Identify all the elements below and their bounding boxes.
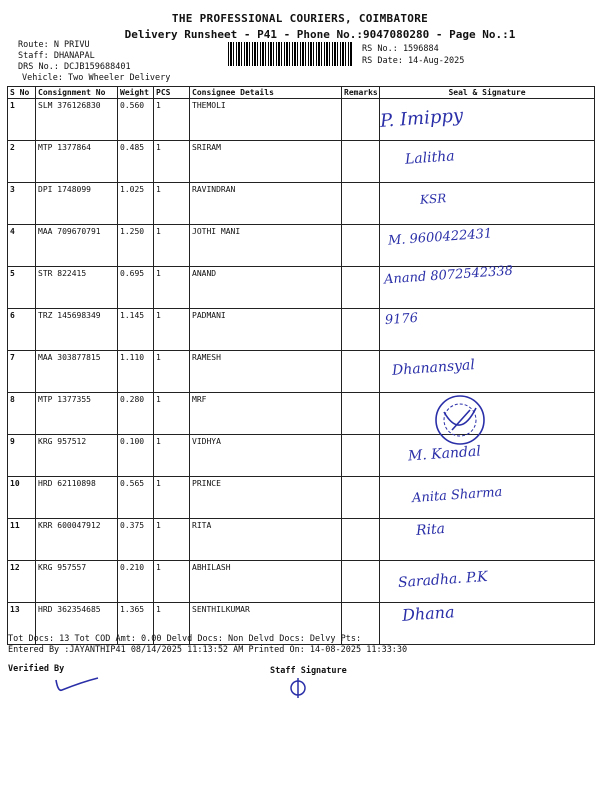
row-consignment-no: HRD 362354685 [36, 603, 118, 645]
table-row [8, 309, 595, 351]
row-sno: 3 [8, 183, 36, 225]
row-pcs: 1 [154, 477, 190, 519]
table-row [8, 225, 595, 267]
row-remarks [342, 393, 380, 435]
row-weight: 0.695 [118, 267, 154, 309]
row-sno: 8 [8, 393, 36, 435]
row-consignment-no: KRG 957512 [36, 435, 118, 477]
drs-no: DRS No.: DCJB159688401 [18, 62, 131, 72]
table-header-row [8, 87, 595, 99]
verified-by-label: Verified By [8, 664, 65, 674]
row-consignment-no: STR 822415 [36, 267, 118, 309]
row-consignment-no: MAA 303877815 [36, 351, 118, 393]
handwritten-signature: Lalitha [404, 148, 456, 168]
handwritten-signature: M. Kandal [407, 443, 482, 465]
row-signature-cell [380, 519, 595, 561]
row-consignee: PRINCE [190, 477, 342, 519]
handwritten-signature: 9176 [384, 310, 419, 329]
staff-signature-mark [288, 676, 312, 700]
row-remarks [342, 519, 380, 561]
handwritten-signature: Saradha. P.K [397, 568, 489, 592]
row-sno: 6 [8, 309, 36, 351]
row-consignee: ANAND [190, 267, 342, 309]
barcode [228, 42, 352, 66]
row-weight: 0.560 [118, 99, 154, 141]
route: Route: N PRIVU [18, 40, 90, 50]
row-consignment-no: KRG 957557 [36, 561, 118, 603]
row-consignment-no: SLM 376126830 [36, 99, 118, 141]
col-consignee: Consignee Details [190, 87, 342, 99]
row-weight: 1.025 [118, 183, 154, 225]
row-remarks [342, 351, 380, 393]
row-weight: 1.365 [118, 603, 154, 645]
table-row [8, 519, 595, 561]
row-remarks [342, 99, 380, 141]
row-remarks [342, 477, 380, 519]
table-row [8, 99, 595, 141]
col-consignment: Consignment No [36, 87, 118, 99]
verified-signature-mark [52, 672, 102, 696]
handwritten-signature: M. 9600422431 [387, 226, 493, 249]
row-remarks [342, 141, 380, 183]
col-weight: Weight [118, 87, 154, 99]
row-pcs: 1 [154, 183, 190, 225]
handwritten-signature: KSR [419, 191, 447, 207]
company-title: THE PROFESSIONAL COURIERS, COIMBATORE [171, 12, 429, 25]
row-consignee: RAVINDRAN [190, 183, 342, 225]
table-row [8, 141, 595, 183]
row-pcs: 1 [154, 435, 190, 477]
table-row [8, 477, 595, 519]
handwritten-signature: Anand 8072542338 [383, 263, 514, 288]
row-weight: 1.110 [118, 351, 154, 393]
row-sno: 4 [8, 225, 36, 267]
handwritten-signature: Dhana [401, 602, 456, 625]
row-weight: 0.210 [118, 561, 154, 603]
row-pcs: 1 [154, 561, 190, 603]
row-weight: 0.100 [118, 435, 154, 477]
handwritten-signature: P. Imippy [379, 105, 464, 132]
row-sno: 2 [8, 141, 36, 183]
col-remarks: Remarks [342, 87, 380, 99]
stamp-seal [430, 390, 500, 450]
staff: Staff: DHANAPAL [18, 51, 95, 61]
row-consignee: RITA [190, 519, 342, 561]
row-remarks [342, 309, 380, 351]
row-consignee: SENTHILKUMAR [190, 603, 342, 645]
row-consignee: RAMESH [190, 351, 342, 393]
row-weight: 1.250 [118, 225, 154, 267]
row-consignment-no: KRR 600047912 [36, 519, 118, 561]
row-remarks [342, 435, 380, 477]
table-row [8, 561, 595, 603]
row-remarks [342, 183, 380, 225]
row-remarks [342, 267, 380, 309]
row-sno: 10 [8, 477, 36, 519]
row-consignment-no: TRZ 145698349 [36, 309, 118, 351]
row-pcs: 1 [154, 225, 190, 267]
runsheet-title: Delivery Runsheet - P41 - Phone No.:9047080280 - Page No.:1 [124, 28, 516, 41]
row-consignee: JOTHI MANI [190, 225, 342, 267]
row-weight: 1.145 [118, 309, 154, 351]
row-pcs: 1 [154, 99, 190, 141]
staff-signature-label: Staff Signature [270, 666, 347, 676]
col-signature: Seal & Signature [380, 87, 595, 99]
row-sno: 1 [8, 99, 36, 141]
handwritten-signature: Anita Sharma [411, 484, 503, 507]
rs-no: RS No.: 1596884 [362, 44, 439, 54]
row-pcs: 1 [154, 141, 190, 183]
row-sno: 12 [8, 561, 36, 603]
row-pcs: 1 [154, 603, 190, 645]
col-sno: S No [8, 87, 36, 99]
row-consignment-no: HRD 62110898 [36, 477, 118, 519]
row-consignment-no: MAA 709670791 [36, 225, 118, 267]
table-row [8, 435, 595, 477]
runsheet-table [7, 86, 595, 645]
table-row [8, 183, 595, 225]
totals-line: Tot Docs: 13 Tot COD Amt: 0.00 Delvd Docs: Non Delvd Docs: Delvy Pts: [8, 634, 362, 644]
row-pcs: 1 [154, 267, 190, 309]
row-consignee: SRIRAM [190, 141, 342, 183]
row-consignment-no: DPI 1748099 [36, 183, 118, 225]
handwritten-signature: Rita [415, 521, 446, 539]
row-sno: 5 [8, 267, 36, 309]
row-weight: 0.485 [118, 141, 154, 183]
row-sno: 13 [8, 603, 36, 645]
row-weight: 0.280 [118, 393, 154, 435]
row-consignee: MRF [190, 393, 342, 435]
col-pcs: PCS [154, 87, 190, 99]
row-consignee: ABHILASH [190, 561, 342, 603]
row-consignee: THEMOLI [190, 99, 342, 141]
row-sno: 7 [8, 351, 36, 393]
row-consignment-no: MTP 1377355 [36, 393, 118, 435]
row-weight: 0.565 [118, 477, 154, 519]
row-weight: 0.375 [118, 519, 154, 561]
row-sno: 9 [8, 435, 36, 477]
row-pcs: 1 [154, 351, 190, 393]
handwritten-signature: Dhanansyal [391, 357, 476, 379]
row-sno: 11 [8, 519, 36, 561]
row-signature-cell [380, 183, 595, 225]
row-consignment-no: MTP 1377864 [36, 141, 118, 183]
rs-date: RS Date: 14-Aug-2025 [362, 56, 465, 66]
row-pcs: 1 [154, 393, 190, 435]
row-remarks [342, 561, 380, 603]
table-row [8, 351, 595, 393]
row-consignee: PADMANI [190, 309, 342, 351]
row-remarks [342, 225, 380, 267]
row-consignee: VIDHYA [190, 435, 342, 477]
vehicle: Vehicle: Two Wheeler Delivery [22, 73, 171, 83]
entered-by-line: Entered By :JAYANTHIP41 08/14/2025 11:13:52 AM Printed On: 14-08-2025 11:33:30 [8, 645, 408, 655]
row-pcs: 1 [154, 309, 190, 351]
row-pcs: 1 [154, 519, 190, 561]
table-row [8, 393, 595, 435]
